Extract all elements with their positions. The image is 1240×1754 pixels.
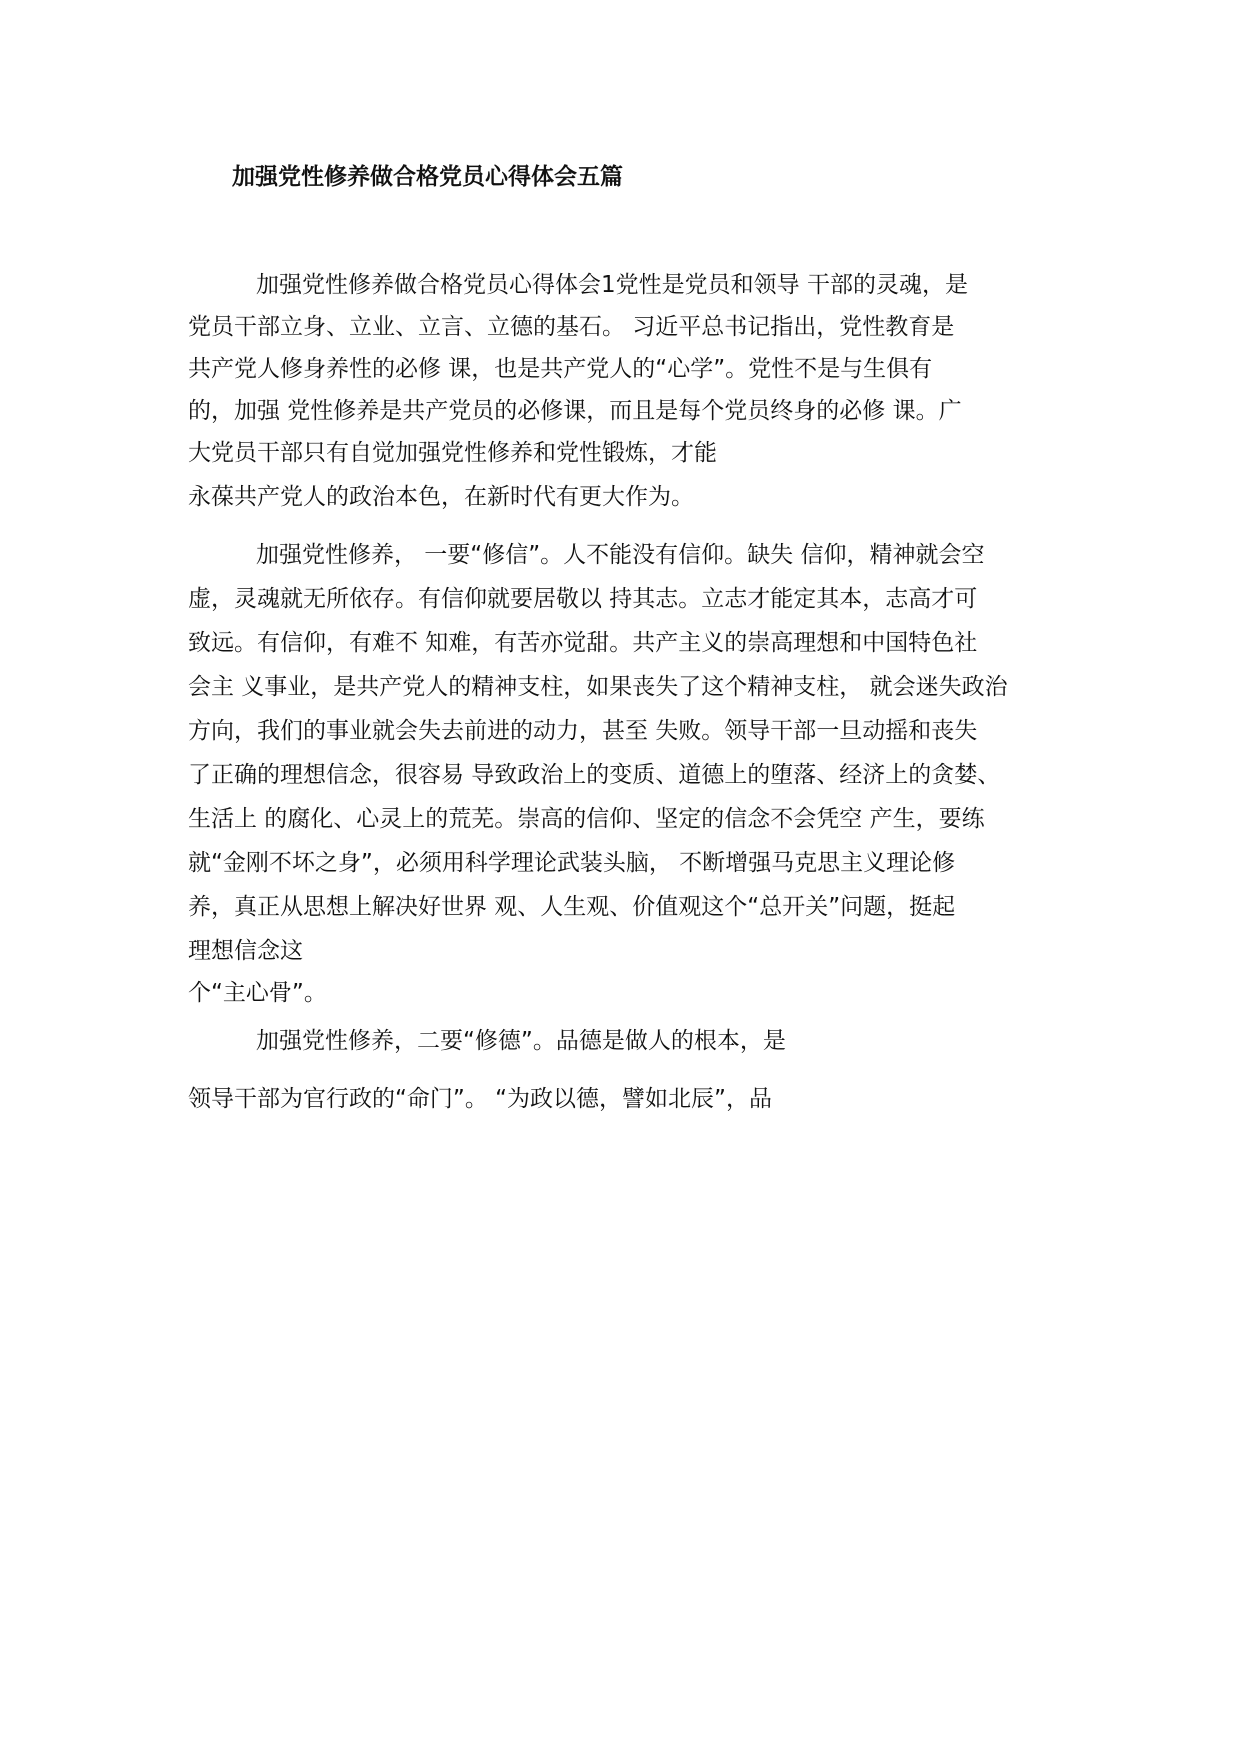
paragraph-2-line-10: 理想信念这 <box>188 938 303 964</box>
paragraph-2-line-8: 就“金刚不坏之身”，必须用科学理论武装头脑， 不断增强马克思主义理论修 <box>188 850 956 876</box>
paragraph-2-line-6: 了正确的理想信念，很容易 导致政治上的变质、道德上的堕落、经济上的贪婪、 <box>188 762 1001 788</box>
paragraph-1-line-3: 共产党人修身养性的必修 课，也是共产党人的“心学”。党性不是与生俱有 <box>188 356 933 382</box>
paragraph-1-line-5: 大党员干部只有自觉加强党性修养和党性锻炼，才能 <box>188 440 717 466</box>
document-title: 加强党性修养做合格党员心得体会五篇 <box>232 164 623 190</box>
paragraph-1-line-2: 党员干部立身、立业、立言、立德的基石。 习近平总书记指出，党性教育是 <box>188 314 955 340</box>
paragraph-1-line-1: 加强党性修养做合格党员心得体会1党性是党员和领导 干部的灵魂，是 <box>256 272 968 298</box>
paragraph-1-line-4: 的，加强 党性修养是共产党员的必修课，而且是每个党员终身的必修 课。广 <box>188 398 962 424</box>
paragraph-3-line-1: 加强党性修养，二要“修德”。品德是做人的根本，是 <box>256 1028 786 1054</box>
paragraph-2-line-5: 方向，我们的事业就会失去前进的动力，甚至 失败。领导干部一旦动摇和丧失 <box>188 718 978 744</box>
paragraph-2-line-2: 虚，灵魂就无所依存。有信仰就要居敬以 持其志。立志才能定其本，志高才可 <box>188 586 978 612</box>
paragraph-2-line-11: 个“主心骨”。 <box>188 980 327 1006</box>
paragraph-2-line-4: 会主 义事业，是共产党人的精神支柱，如果丧失了这个精神支柱， 就会迷失政治 <box>188 674 1008 700</box>
paragraph-3-line-2: 领导干部为官行政的“命门”。 “为政以德，譬如北辰”，品 <box>188 1086 772 1112</box>
paragraph-2-line-1: 加强党性修养， 一要“修信”。人不能没有信仰。缺失 信仰，精神就会空 <box>256 542 985 568</box>
paragraph-2-line-9: 养，真正从思想上解决好世界 观、人生观、价值观这个“总开关”问题，挺起 <box>188 894 956 920</box>
paragraph-1-line-6: 永葆共产党人的政治本色，在新时代有更大作为。 <box>188 484 694 510</box>
paragraph-2-line-7: 生活上 的腐化、心灵上的荒芜。崇高的信仰、坚定的信念不会凭空 产生，要练 <box>188 806 985 832</box>
paragraph-2-line-3: 致远。有信仰，有难不 知难，有苦亦觉甜。共产主义的崇高理想和中国特色社 <box>188 630 978 656</box>
